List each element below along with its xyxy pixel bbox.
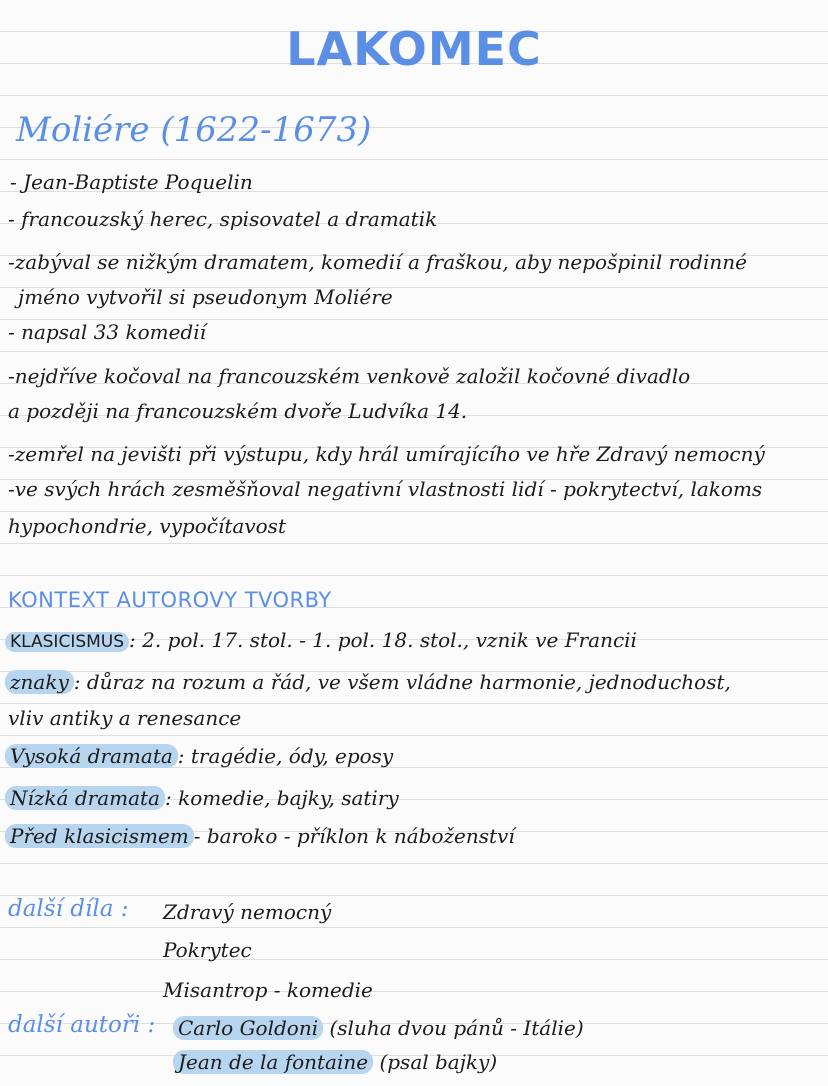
nizka-text: : komedie, bajky, satiry [164,786,399,810]
klasicismus-line [8,626,637,656]
bio-line: hypochondrie, vypočítavost [8,514,286,538]
znaky-term: znaky [5,670,74,694]
bio-line: - Jean-Baptiste Poquelin [10,170,253,194]
author-note: (sluha dvou pánů - Itálie) [329,1016,584,1040]
bio-line: - napsal 33 komedií [8,320,207,344]
vysoka-term: Vysoká dramata [5,744,178,768]
znaky-cont: vliv antiky a renesance [8,706,242,730]
nizka-term: Nízká dramata [5,786,165,810]
work-item: Misantrop - komedie [163,978,373,1002]
bio-line: jméno vytvořil si pseudonym Moliére [18,285,393,309]
bio-line: - francouzský herec, spisovatel a dramatik [8,207,438,231]
vysoka-text: : tragédie, ódy, eposy [177,744,394,768]
znaky-line [8,668,731,696]
author-heading: Moliére (1622-1673) [16,110,372,150]
page-title: LAKOMEC [286,22,542,76]
author-note: (psal bajky) [379,1050,498,1074]
authors-label: další autoři : [8,1012,156,1038]
nizka-line [8,784,399,812]
bio-line: -ve svých hrách zesměšňoval negativní vlastnosti lidí - pokrytectví, lakoms [8,477,763,501]
work-item: Zdravý nemocný [163,900,332,924]
works-label: další díla : [8,896,129,922]
znaky-text: : důraz na rozum a řád, ve všem vládne harmonie, jednoduchost, [73,670,731,694]
bio-line: a později na francouzském dvoře Ludvíka 14. [8,399,468,423]
author-name: Jean de la fontaine [173,1050,373,1074]
author-line [176,1048,497,1076]
author-line [176,1014,584,1042]
pred-term: Před klasicismem [5,824,194,848]
work-item: Pokrytec [163,938,252,962]
klasicismus-text: : 2. pol. 17. stol. - 1. pol. 18. stol., vznik ve Francii [129,628,637,652]
vysoka-line [8,742,393,770]
context-heading: KONTEXT AUTOROVY TVORBY [8,588,332,612]
bio-line: -zemřel na jevišti při výstupu, kdy hrál umírajícího ve hře Zdravý nemocný [8,442,765,466]
klasicismus-term: KLASICISMUS [5,632,129,652]
author-name: Carlo Goldoni [173,1016,323,1040]
pred-text: - baroko - příklon k náboženství [193,824,515,848]
bio-line: -nejdříve kočoval na francouzském venkově založil kočovné divadlo [8,364,691,388]
pred-line [8,822,515,850]
bio-line: -zabýval se nižkým dramatem, komedií a fraškou, aby nepošpinil rodinné [8,250,747,274]
